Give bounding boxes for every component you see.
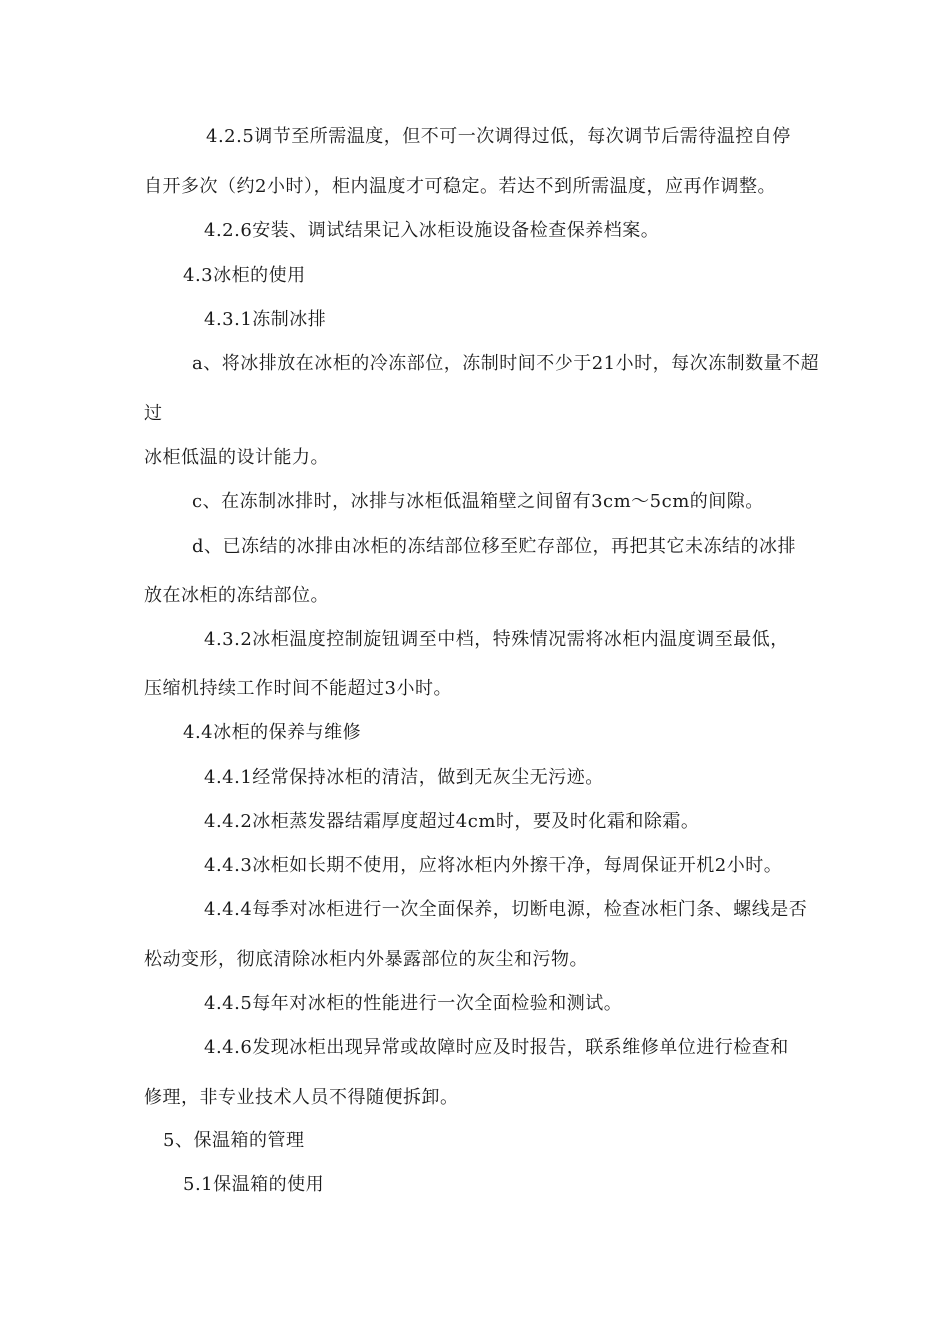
paragraph-line: 冰柜低温的设计能力。 [144,447,329,468]
section-heading: 5.1保温箱的使用 [183,1174,325,1195]
paragraph-line: 修理，非专业技术人员不得随便拆卸。 [144,1087,459,1108]
paragraph-line: 过 [144,403,163,424]
paragraph-line: 4.4.2冰柜蒸发器结霜厚度超过4cm时，要及时化霜和除霜。 [204,811,700,832]
chapter-heading: 5、保温箱的管理 [163,1130,305,1151]
paragraph-line: c、在冻制冰排时，冰排与冰柜低温箱壁之间留有3cm～5cm的间隙。 [192,491,764,512]
subsection-heading: 4.3.1冻制冰排 [204,309,327,330]
paragraph-line: 自开多次（约2小时），柜内温度才可稳定。若达不到所需温度，应再作调整。 [144,176,776,197]
paragraph-line: 放在冰柜的冻结部位。 [144,585,329,606]
paragraph-line: 4.4.5每年对冰柜的性能进行一次全面检验和测试。 [204,993,623,1014]
paragraph-line: d、已冻结的冰排由冰柜的冻结部位移至贮存部位，再把其它未冻结的冰排 [192,536,797,557]
section-heading: 4.4冰柜的保养与维修 [183,722,362,743]
paragraph-line: a、将冰排放在冰柜的冷冻部位，冻制时间不少于21小时，每次冻制数量不超 [192,353,820,374]
paragraph-line: 4.4.4每季对冰柜进行一次全面保养，切断电源，检查冰柜门条、螺线是否 [204,899,808,920]
paragraph-line: 4.2.5调节至所需温度，但不可一次调得过低，每次调节后需待温控自停 [206,126,791,147]
paragraph-line: 4.3.2冰柜温度控制旋钮调至中档，特殊情况需将冰柜内温度调至最低， [204,629,789,650]
paragraph-line: 4.4.3冰柜如长期不使用，应将冰柜内外擦干净，每周保证开机2小时。 [204,855,783,876]
paragraph-line: 松动变形，彻底清除冰柜内外暴露部位的灰尘和污物。 [144,949,588,970]
paragraph-line: 压缩机持续工作时间不能超过3小时。 [144,678,452,699]
paragraph-line: 4.2.6安装、调试结果记入冰柜设施设备检查保养档案。 [204,220,660,241]
paragraph-line: 4.4.6发现冰柜出现异常或故障时应及时报告，联系维修单位进行检查和 [204,1037,789,1058]
paragraph-line: 4.4.1经常保持冰柜的清洁，做到无灰尘无污迹。 [204,767,604,788]
section-heading: 4.3冰柜的使用 [183,265,306,286]
